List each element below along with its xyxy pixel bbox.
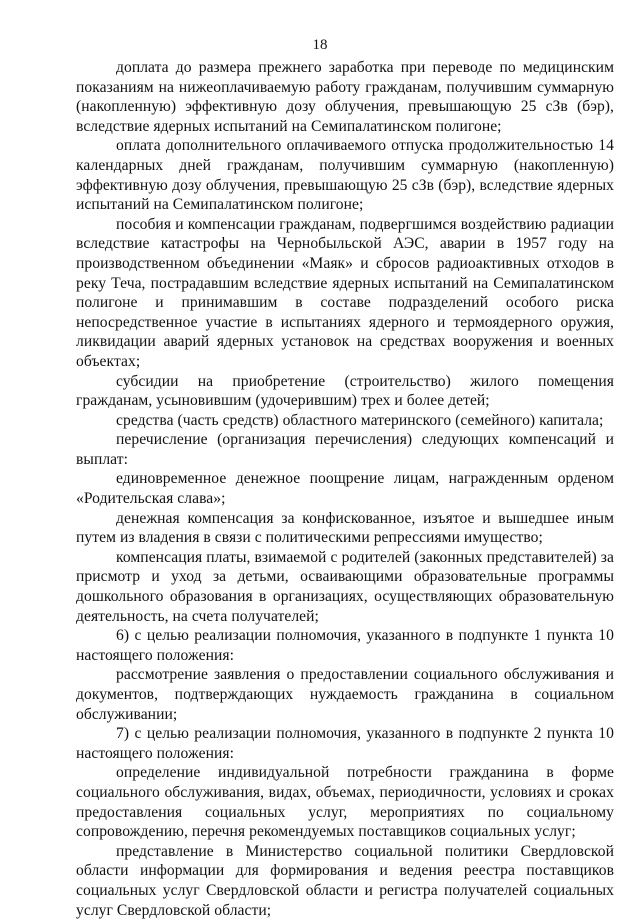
paragraph-housing-subsidies: субсидии на приобретение (строительство) жилого помещения гражданам, усыновившим (удочерившим) трех и более детей; (76, 372, 614, 410)
document-body (76, 58, 614, 920)
paragraph-additional-leave: оплата дополнительного оплачиваемого отпуска продолжительностью 14 календарных дней гражданам, получившим суммарную (накопленную) эффективную дозу облучения, превышающую 25 сЗв (бэр), вследствие ядерных испытаний на Семипалатинском полигоне; (76, 137, 614, 214)
page-number: 18 (312, 37, 328, 53)
paragraph-preschool-fee-compensation: компенсация платы, взимаемой с родителей (законных представителей) за присмотр и уход за детьми, осваивающими образовательные программы дошкольного образования в организациях, осуществляющих образовательную деятельность, на счета получателей; (76, 548, 614, 625)
paragraph-transfer-compensations: перечисление (организация перечисления) следующих компенсаций и выплат: (76, 431, 614, 468)
paragraph-salary-supplement: доплата до размера прежнего заработка при переводе по медицинским показаниям на нижеоплачиваемую работу гражданам, получившим суммарную (накопленную) эффективную дозу облучения, превышающую 25 сЗв (бэр), вследствие ядерных испытаний на Семипалатинском полигоне; (76, 59, 614, 135)
paragraph-individual-needs: определение индивидуальной потребности гражданина в форме социального обслуживания, видах, объемах, периодичности, условиях и сроках предоставления социальных услуг, мероприятиях по социальному сопровождению, перечня рекомендуемых поставщиков социальных услуг; (76, 764, 614, 841)
paragraph-item-7: 7) с целью реализации полномочия, указанного в подпункте 2 пункта 10 настоящего положения: (76, 725, 614, 762)
paragraph-maternity-capital: средства (часть средств) областного материнского (семейного) капитала; (116, 411, 604, 429)
paragraph-item-6: 6) с целью реализации полномочия, указанного в подпункте 1 пункта 10 настоящего положения: (76, 627, 614, 664)
paragraph-confiscated-property: денежная компенсация за конфискованное, изъятое и вышедшее иным путем из владения в связи с политическими репрессиями имущество; (76, 509, 614, 547)
paragraph-application-review: рассмотрение заявления о предоставлении социального обслуживания и документов, подтверждающих нуждаемость гражданина в социальном обслуживании; (76, 666, 614, 723)
paragraph-parental-glory-award: единовременное денежное поощрение лицам, награжденным орденом «Родительская слава»; (76, 470, 614, 508)
paragraph-radiation-benefits: пособия и компенсации гражданам, подвергшимся воздействию радиации вследствие катастрофы на Чернобыльской АЭС, аварии в 1957 году на производственном объединении «Маяк» и сбросов радиоактивных отходов в реку Теча, пострадавшим вследствие ядерных испытаний на Семипалатинском полигоне и принимавшим в составе подразделений особого риска непосредственное участие в испытаниях ядерного и термоядерного оружия, ликвидации аварий ядерных установок на средствах вооружения и военных объектах; (76, 215, 614, 370)
paragraph-ministry-submission: представление в Министерство социальной политики Свердловской области информации для формирования и ведения реестра поставщиков социальных услуг Свердловской области и регистра получателей социальных услуг Свердловской области; (76, 842, 614, 919)
